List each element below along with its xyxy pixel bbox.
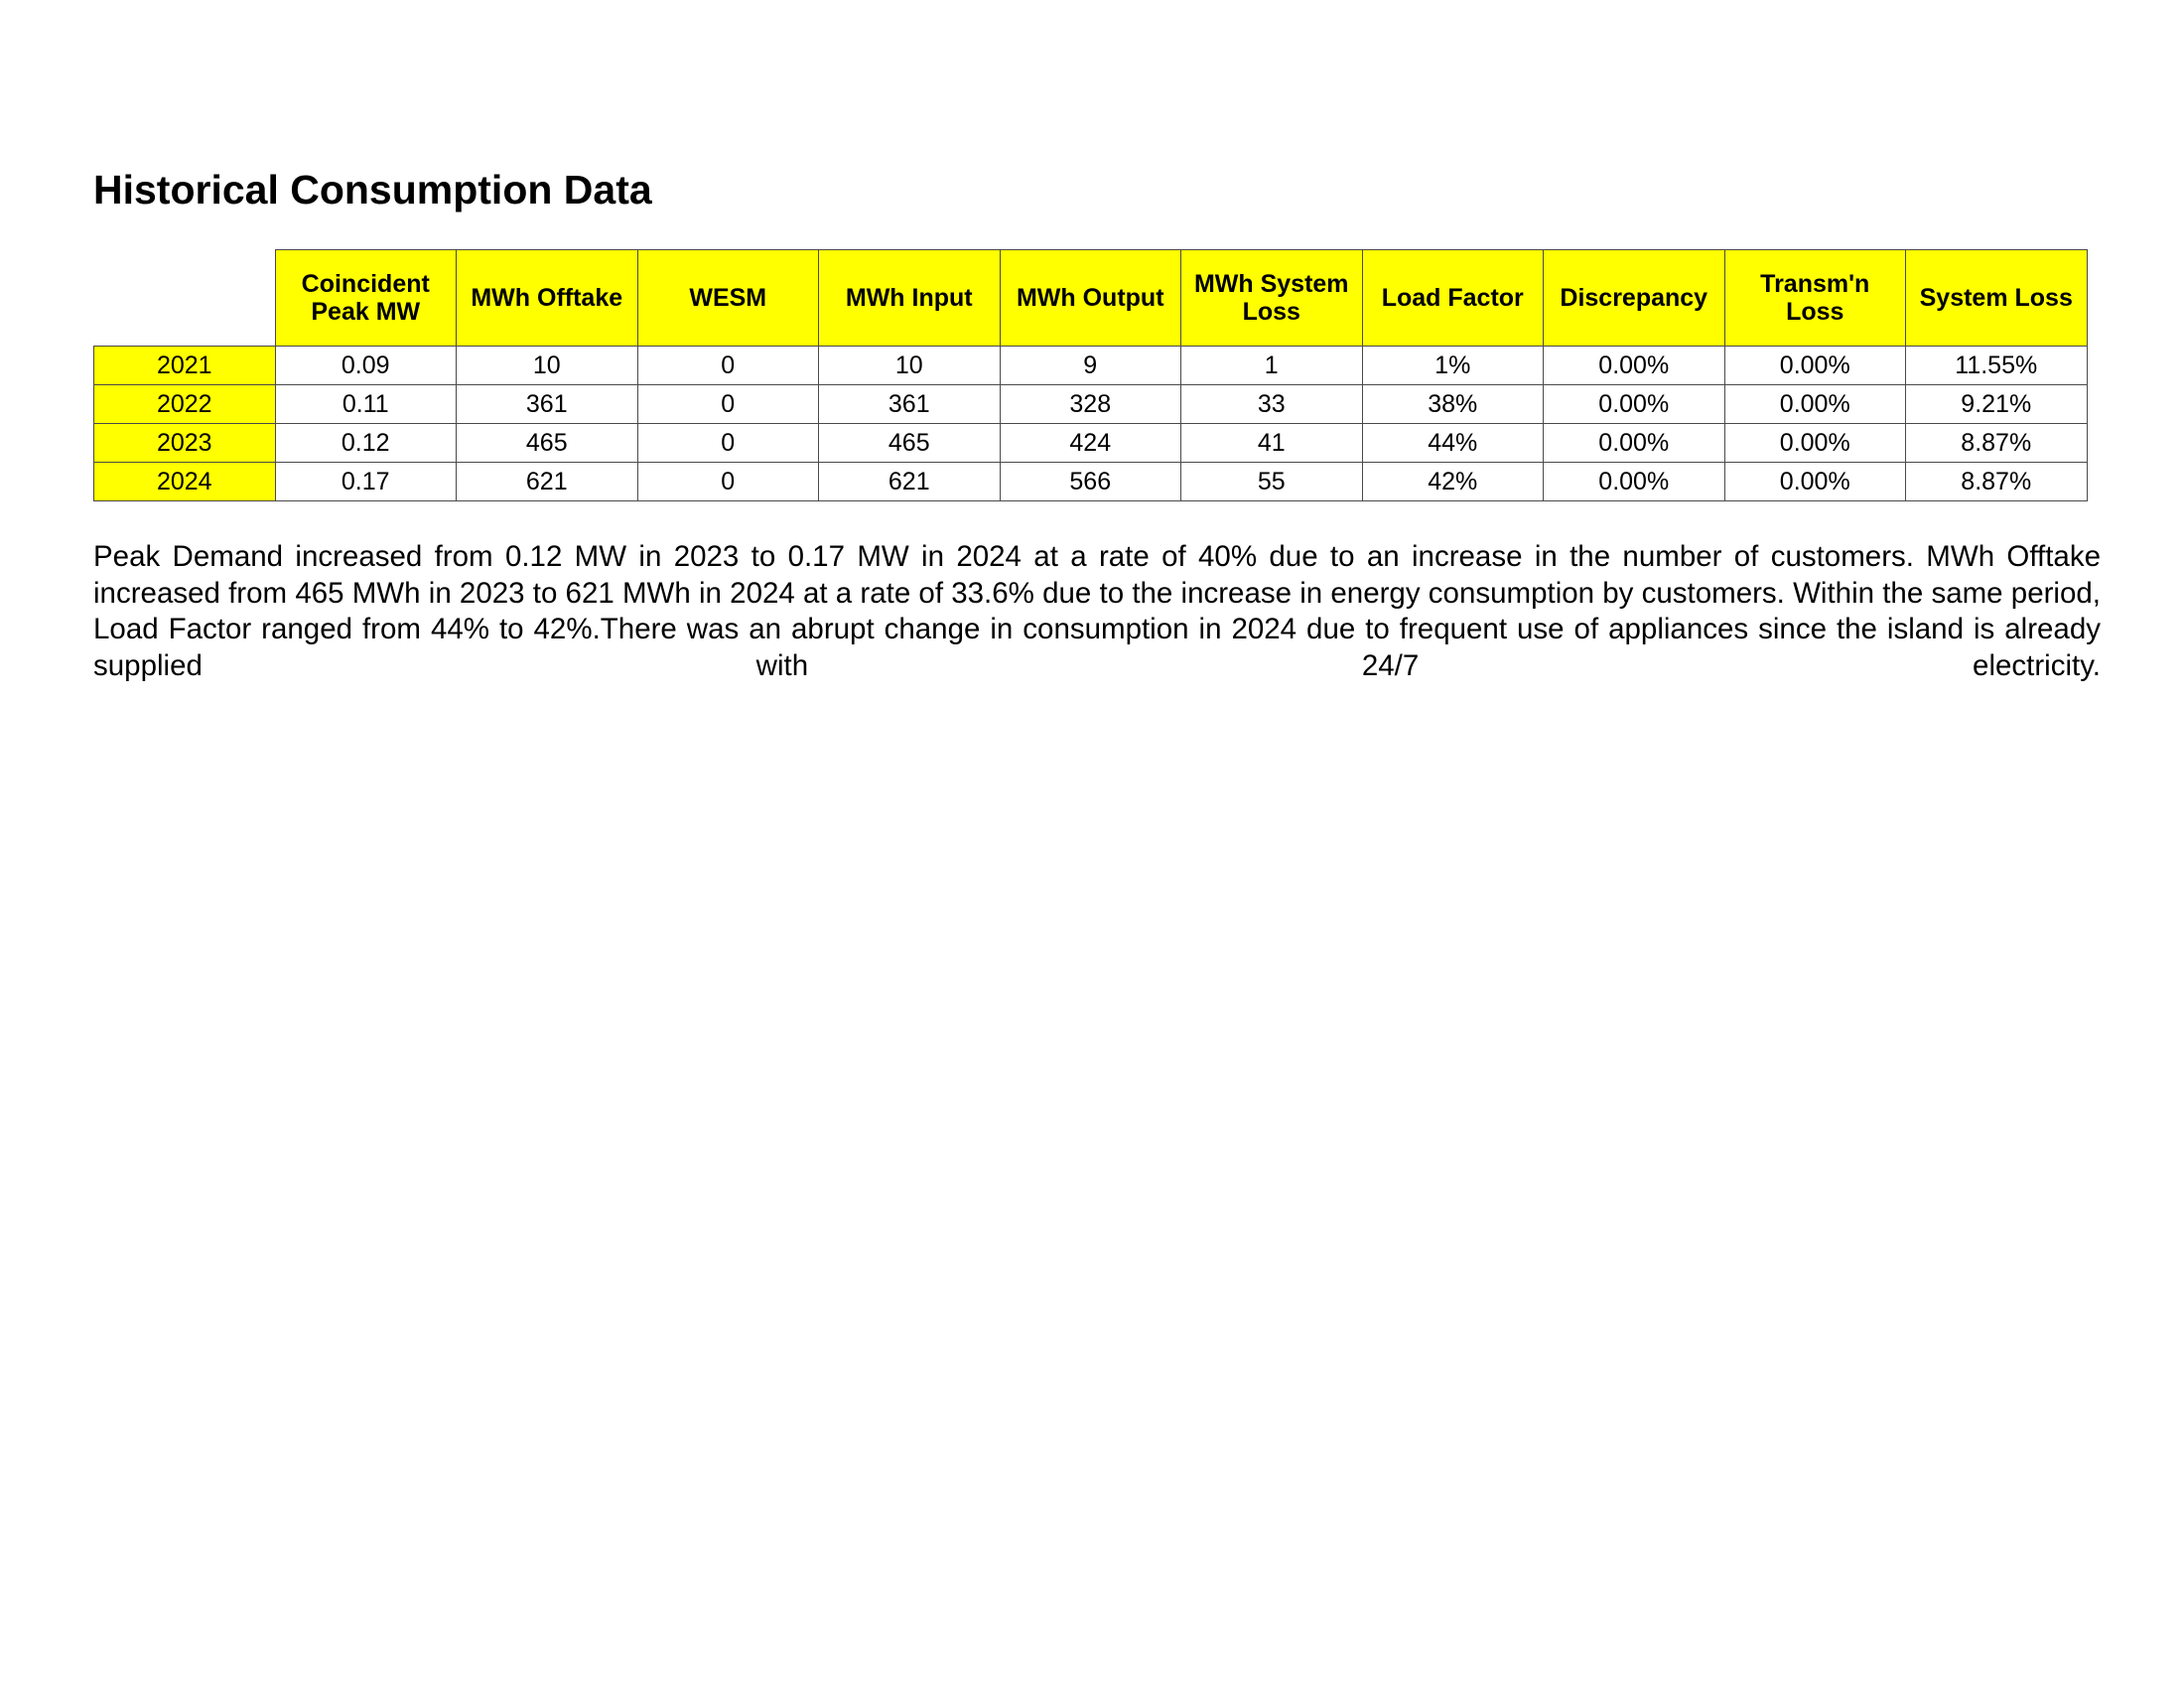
table-cell: 9 — [1000, 347, 1181, 385]
table-cell: 0.00% — [1724, 424, 1906, 463]
table-cell: 621 — [457, 463, 638, 501]
table-cell: 424 — [1000, 424, 1181, 463]
table-cell: 0.00% — [1724, 347, 1906, 385]
table-cell: 8.87% — [1906, 424, 2088, 463]
header-mwh-output: MWh Output — [1000, 250, 1181, 347]
table-cell: 0 — [637, 385, 819, 424]
header-system-loss: System Loss — [1906, 250, 2088, 347]
table-cell: 566 — [1000, 463, 1181, 501]
table-cell: 38% — [1362, 385, 1544, 424]
table-cell: 0.00% — [1544, 463, 1725, 501]
table-cell: 0.11 — [275, 385, 457, 424]
table-cell: 0.09 — [275, 347, 457, 385]
table-cell: 621 — [819, 463, 1001, 501]
table-cell: 10 — [819, 347, 1001, 385]
header-mwh-system-loss: MWh System Loss — [1181, 250, 1363, 347]
table-cell: 41 — [1181, 424, 1363, 463]
table-row — [94, 424, 2088, 463]
table-cell: 9.21% — [1906, 385, 2088, 424]
table-cell: 10 — [457, 347, 638, 385]
table-cell: 33 — [1181, 385, 1363, 424]
table-cell: 1% — [1362, 347, 1544, 385]
table-row — [94, 347, 2088, 385]
table-cell: 0.00% — [1724, 385, 1906, 424]
table-cell: 55 — [1181, 463, 1363, 501]
table-cell: 1 — [1181, 347, 1363, 385]
table-cell: 0 — [637, 347, 819, 385]
table-row — [94, 463, 2088, 501]
row-year-cell: 2024 — [94, 463, 276, 501]
consumption-table — [93, 249, 2088, 501]
table-cell: 11.55% — [1906, 347, 2088, 385]
table-cell: 0.17 — [275, 463, 457, 501]
header-row — [94, 250, 2088, 347]
table-cell: 44% — [1362, 424, 1544, 463]
header-coincident-peak-mw: Coincident Peak MW — [275, 250, 457, 347]
table-cell: 0.12 — [275, 424, 457, 463]
table-cell: 0.00% — [1544, 424, 1725, 463]
row-year-cell: 2023 — [94, 424, 276, 463]
table-cell: 361 — [819, 385, 1001, 424]
header-load-factor: Load Factor — [1362, 250, 1544, 347]
header-corner-cell — [94, 250, 276, 347]
table-cell: 0 — [637, 463, 819, 501]
table-row — [94, 385, 2088, 424]
table-cell: 465 — [457, 424, 638, 463]
row-year-cell: 2021 — [94, 347, 276, 385]
table-cell: 8.87% — [1906, 463, 2088, 501]
table-cell: 0.00% — [1544, 385, 1725, 424]
table-cell: 328 — [1000, 385, 1181, 424]
table-cell: 465 — [819, 424, 1001, 463]
table-cell: 0 — [637, 424, 819, 463]
page-title: Historical Consumption Data — [93, 167, 652, 212]
table-cell: 42% — [1362, 463, 1544, 501]
table-cell: 0.00% — [1544, 347, 1725, 385]
header-wesm: WESM — [637, 250, 819, 347]
table-cell: 361 — [457, 385, 638, 424]
row-year-cell: 2022 — [94, 385, 276, 424]
header-transmission-loss: Transm'n Loss — [1724, 250, 1906, 347]
header-mwh-input: MWh Input — [819, 250, 1001, 347]
table-cell: 0.00% — [1724, 463, 1906, 501]
header-mwh-offtake: MWh Offtake — [457, 250, 638, 347]
header-discrepancy: Discrepancy — [1544, 250, 1725, 347]
summary-paragraph: Peak Demand increased from 0.12 MW in 2023 to 0.17 MW in 2024 at a rate of 40% due to an increase in the number of customers. MWh Offtake increased from 465 MWh in 2023 to 621 MWh in 2024 at a rate of 33.6% due to the increase in energy consumption by customers. Within the same period, Load Factor ranged from 44% to 42%.There was an abrupt change in consumption in 2024 due to frequent use of appliances since the island is already supplied with 24/7 electricity. — [93, 540, 2101, 682]
